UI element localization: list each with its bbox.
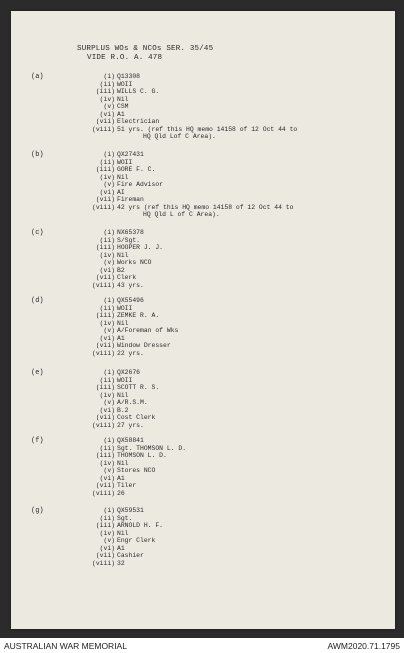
line-value: Nil: [117, 95, 129, 103]
line-value: AI: [117, 188, 125, 196]
line-value: A/Foreman of Wks: [117, 327, 179, 334]
line-value: NX65378: [117, 229, 144, 236]
line-numeral: (i): [103, 73, 115, 80]
line-numeral: (v): [103, 537, 115, 544]
entry-line: [11, 530, 395, 538]
line-value: WOII: [117, 80, 133, 88]
line-numeral: (v): [103, 327, 115, 334]
line-value: Tiler: [117, 482, 137, 489]
entry-line: [11, 312, 395, 320]
line-numeral: (viii): [91, 489, 115, 497]
line-value: Nil: [117, 319, 129, 327]
line-numeral: (iii): [95, 312, 115, 319]
line-value: QX27431: [117, 151, 144, 158]
entry-line: [11, 73, 395, 81]
line-value: Fire Advisor: [117, 181, 164, 188]
entry-line: [11, 350, 395, 358]
line-value: WOII: [117, 304, 133, 312]
entry-line: [11, 96, 395, 104]
line-numeral: (viii): [91, 125, 115, 133]
line-numeral: (vii): [95, 342, 115, 349]
line-numeral: (vi): [99, 544, 115, 552]
entry-letter: (g): [31, 507, 44, 515]
entry-line: [11, 181, 395, 189]
entry-line: [11, 392, 395, 400]
entry-5: [11, 437, 395, 497]
entry-1: [11, 151, 395, 219]
line-value: 22 yrs.: [117, 349, 144, 357]
entry-line: [11, 475, 395, 483]
continuation-text: HQ Qld L of C Area).: [143, 211, 220, 218]
entry-line: [11, 335, 395, 343]
line-value: HOOPER J. J.: [117, 244, 164, 251]
line-numeral: (vii): [95, 414, 115, 421]
entry-line: [11, 244, 395, 252]
entry-0: [11, 73, 395, 141]
line-numeral: (iii): [95, 88, 115, 95]
entry-line: [11, 342, 395, 350]
line-numeral: (vii): [95, 482, 115, 489]
entry-line: [11, 282, 395, 290]
line-value: Fireman: [117, 196, 144, 203]
line-value: QX2676: [117, 369, 141, 376]
entry-line: [11, 545, 395, 553]
line-value: QX59531: [117, 507, 144, 514]
line-value: Cost Clerk: [117, 414, 156, 421]
line-value: CSM: [117, 103, 129, 110]
line-numeral: (viii): [91, 349, 115, 357]
line-value: WILLS C. G.: [117, 88, 160, 95]
entry-line: [11, 437, 395, 445]
line-numeral: (viii): [91, 203, 115, 211]
entry-line: [11, 460, 395, 468]
line-numeral: (iv): [99, 529, 115, 537]
entry-line: [11, 560, 395, 568]
footer-reference: AWM2020.71.1795: [327, 641, 400, 651]
line-value: WOII: [117, 376, 133, 384]
entry-letter: (c): [31, 229, 44, 237]
entry-2: [11, 229, 395, 289]
line-numeral: (i): [103, 297, 115, 304]
line-value: GORE F. C.: [117, 166, 156, 173]
line-numeral: (iii): [95, 452, 115, 459]
line-numeral: (vi): [99, 406, 115, 414]
line-numeral: (vi): [99, 266, 115, 274]
line-value: B.2: [117, 406, 129, 414]
entry-line: [11, 189, 395, 197]
entry-line: [11, 118, 395, 126]
line-value: A1: [117, 544, 125, 552]
entry-line: [11, 422, 395, 430]
continuation-text: HQ Qld Lof C Area).: [143, 133, 216, 140]
line-numeral: (ii): [99, 304, 115, 312]
line-value: Nil: [117, 529, 129, 537]
line-numeral: (iii): [95, 522, 115, 529]
line-value: QX58841: [117, 437, 144, 444]
entry-line: [11, 522, 395, 530]
entry-line: [11, 204, 395, 212]
entry-line: [11, 369, 395, 377]
line-numeral: (iv): [99, 391, 115, 399]
entry-line: [11, 407, 395, 415]
line-numeral: (i): [103, 437, 115, 444]
entry-line: [11, 482, 395, 490]
entry-continuation-line: [11, 133, 395, 141]
line-value: THOMSON L. D.: [117, 452, 167, 459]
line-value: ARNOLD H. F.: [117, 522, 164, 529]
line-numeral: (i): [103, 229, 115, 236]
entry-line: [11, 237, 395, 245]
entry-line: [11, 452, 395, 460]
line-numeral: (v): [103, 467, 115, 474]
entry-line: [11, 507, 395, 515]
entry-line: [11, 159, 395, 167]
line-numeral: (iv): [99, 459, 115, 467]
line-value: WOII: [117, 158, 133, 166]
line-numeral: (ii): [99, 158, 115, 166]
entry-line: [11, 490, 395, 498]
entry-line: [11, 445, 395, 453]
line-numeral: (vi): [99, 188, 115, 196]
line-value: QX55496: [117, 297, 144, 304]
entry-line: [11, 126, 395, 134]
entry-line: [11, 552, 395, 560]
line-numeral: (vi): [99, 334, 115, 342]
line-numeral: (i): [103, 151, 115, 158]
line-value: 27 yrs.: [117, 421, 144, 429]
footer-bar: [0, 638, 404, 653]
line-value: Nil: [117, 391, 129, 399]
line-value: Nil: [117, 173, 129, 181]
entry-line: [11, 196, 395, 204]
line-value: Electrician: [117, 118, 160, 125]
line-numeral: (v): [103, 259, 115, 266]
line-value: 32: [117, 559, 125, 567]
line-value: Nil: [117, 251, 129, 259]
line-value: Stores NCO: [117, 467, 156, 474]
line-numeral: (v): [103, 103, 115, 110]
line-numeral: (iv): [99, 95, 115, 103]
entry-line: [11, 174, 395, 182]
line-numeral: (vii): [95, 274, 115, 281]
line-numeral: (vii): [95, 196, 115, 203]
entry-letter: (a): [31, 73, 44, 81]
line-numeral: (viii): [91, 421, 115, 429]
line-numeral: (vi): [99, 474, 115, 482]
line-value: 26: [117, 489, 125, 497]
document-page: [11, 11, 395, 629]
entry-line: [11, 111, 395, 119]
line-value: Sgt. THOMSON L. D.: [117, 444, 187, 452]
entry-letter: (d): [31, 297, 44, 305]
entry-line: [11, 103, 395, 111]
title-line-2: VIDE R.O. A. 478: [87, 54, 163, 62]
entry-line: [11, 384, 395, 392]
entry-continuation-line: [11, 211, 395, 219]
line-value: 42 yrs (ref this HQ memo 14158 of 12 Oct 44 to: [117, 203, 294, 211]
entry-6: [11, 507, 395, 567]
entry-line: [11, 414, 395, 422]
line-numeral: (vi): [99, 110, 115, 118]
line-value: Q13308: [117, 73, 141, 80]
entry-line: [11, 259, 395, 267]
line-numeral: (vii): [95, 118, 115, 125]
entry-letter: (b): [31, 151, 44, 159]
line-value: Engr Clerk: [117, 537, 156, 544]
line-numeral: (viii): [91, 281, 115, 289]
line-numeral: (iii): [95, 384, 115, 391]
title-line-1: SURPLUS WOs & NCOs SER. 35/45: [77, 45, 214, 53]
line-numeral: (iii): [95, 244, 115, 251]
line-numeral: (iv): [99, 173, 115, 181]
line-numeral: (ii): [99, 236, 115, 244]
line-numeral: (i): [103, 369, 115, 376]
line-value: Sgt.: [117, 514, 133, 522]
line-numeral: (iii): [95, 166, 115, 173]
line-value: Works NCO: [117, 259, 152, 266]
entry-letter: (e): [31, 369, 44, 377]
line-numeral: (vii): [95, 552, 115, 559]
entry-3: [11, 297, 395, 357]
entry-4: [11, 369, 395, 429]
line-numeral: (ii): [99, 80, 115, 88]
line-value: ZEMKE R. A.: [117, 312, 160, 319]
entry-line: [11, 229, 395, 237]
line-numeral: (v): [103, 399, 115, 406]
line-value: A1: [117, 474, 125, 482]
entry-line: [11, 327, 395, 335]
entry-line: [11, 515, 395, 523]
line-value: 43 yrs.: [117, 281, 144, 289]
entry-line: [11, 81, 395, 89]
line-value: Clerk: [117, 274, 137, 281]
line-value: SCOTT R. S.: [117, 384, 160, 391]
line-numeral: (viii): [91, 559, 115, 567]
entry-line: [11, 320, 395, 328]
entry-line: [11, 399, 395, 407]
line-numeral: (ii): [99, 376, 115, 384]
entry-line: [11, 151, 395, 159]
line-value: 51 yrs. (ref this HQ memo 14158 of 12 Oct 44 to: [117, 125, 298, 133]
entry-letter: (f): [31, 437, 44, 445]
line-value: B2: [117, 266, 125, 274]
line-value: A/R.S.M.: [117, 399, 148, 406]
line-numeral: (ii): [99, 514, 115, 522]
entry-line: [11, 297, 395, 305]
footer-institution: AUSTRALIAN WAR MEMORIAL: [4, 641, 127, 651]
line-numeral: (i): [103, 507, 115, 514]
entry-line: [11, 305, 395, 313]
entry-line: [11, 252, 395, 260]
document-title: [77, 45, 213, 63]
line-numeral: (iv): [99, 319, 115, 327]
entry-line: [11, 467, 395, 475]
entry-line: [11, 377, 395, 385]
line-value: A1: [117, 110, 125, 118]
entry-line: [11, 537, 395, 545]
line-value: Window Dresser: [117, 342, 171, 349]
line-value: A1: [117, 334, 125, 342]
line-value: Nil: [117, 459, 129, 467]
entry-line: [11, 88, 395, 96]
entry-line: [11, 267, 395, 275]
line-value: Cashier: [117, 552, 144, 559]
line-numeral: (v): [103, 181, 115, 188]
line-numeral: (ii): [99, 444, 115, 452]
line-value: S/Sgt.: [117, 236, 141, 244]
entry-line: [11, 274, 395, 282]
entry-line: [11, 166, 395, 174]
line-numeral: (iv): [99, 251, 115, 259]
